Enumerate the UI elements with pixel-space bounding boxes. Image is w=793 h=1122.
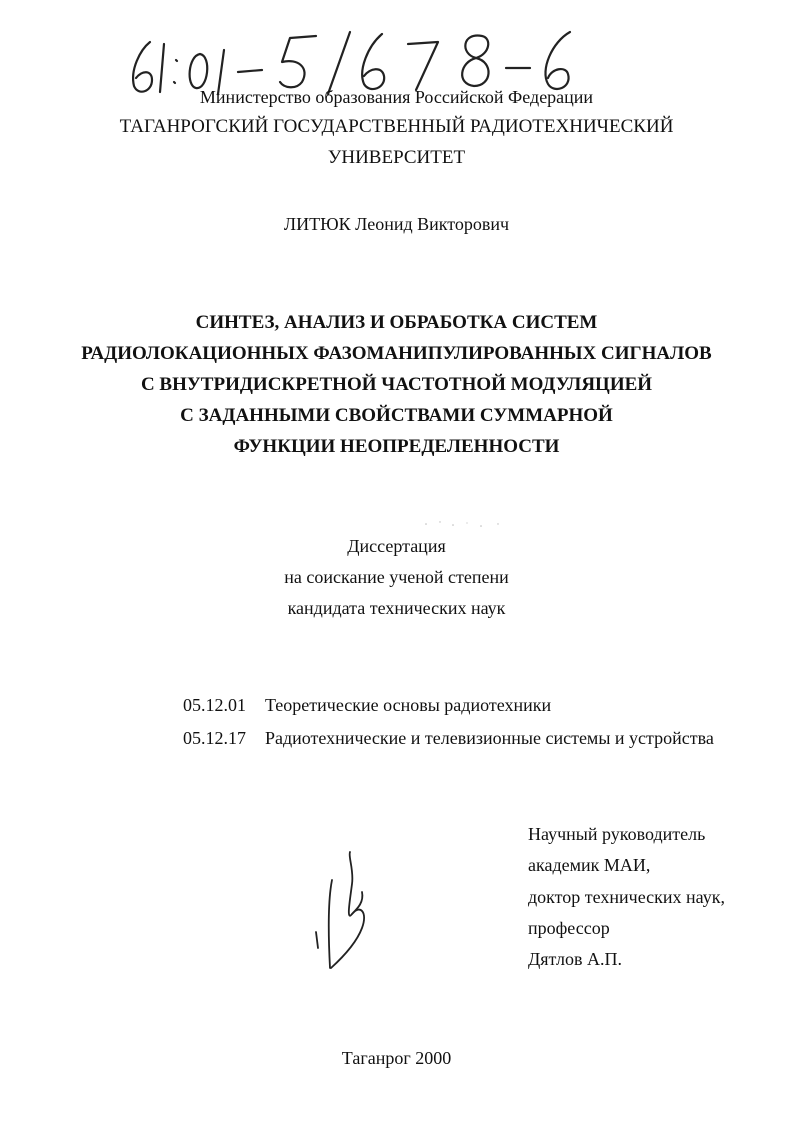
thesis-title-line: РАДИОЛОКАЦИОННЫХ ФАЗОМАНИПУЛИРОВАННЫХ СИГНАЛОВ xyxy=(81,343,712,364)
city-year: Таганрог 2000 xyxy=(341,1048,452,1068)
degree-line2: кандидата технических наук xyxy=(287,598,506,618)
thesis-title-line: С ЗАДАННЫМИ СВОЙСТВАМИ СУММАРНОЙ xyxy=(180,405,613,426)
scan-specks xyxy=(420,518,510,530)
advisor-line: доктор технических наук, xyxy=(528,887,725,907)
thesis-title-line: ФУНКЦИИ НЕОПРЕДЕЛЕННОСТИ xyxy=(233,436,560,457)
specialty-name: Теоретические основы радиотехники xyxy=(265,695,552,715)
thesis-title-line: СИНТЕЗ, АНАЛИЗ И ОБРАБОТКА СИСТЕМ xyxy=(195,312,598,333)
advisor-line: академик МАИ, xyxy=(528,855,651,875)
specialty-code: 05.12.01 xyxy=(183,695,246,715)
specialty-name: Радиотехнические и телевизионные системы и устройства xyxy=(265,728,714,748)
specialty-code: 05.12.17 xyxy=(183,728,246,748)
author-name: ЛИТЮК Леонид Викторович xyxy=(283,214,510,234)
degree-line1: на соискание ученой степени xyxy=(284,567,509,587)
university-name-line2: УНИВЕРСИТЕТ xyxy=(327,147,466,168)
work-type: Диссертация xyxy=(347,536,446,556)
advisor-line: Дятлов А.П. xyxy=(528,949,622,969)
signature xyxy=(312,840,382,975)
advisor-line: профессор xyxy=(528,918,610,938)
advisor-line: Научный руководитель xyxy=(528,824,706,844)
thesis-title-line: С ВНУТРИДИСКРЕТНОЙ ЧАСТОТНОЙ МОДУЛЯЦИЕЙ xyxy=(140,374,653,395)
university-name-line1: ТАГАНРОГСКИЙ ГОСУДАРСТВЕННЫЙ РАДИОТЕХНИЧЕСКИЙ xyxy=(119,116,674,137)
ministry-name: Министерство образования Российской Федерации xyxy=(199,87,594,107)
